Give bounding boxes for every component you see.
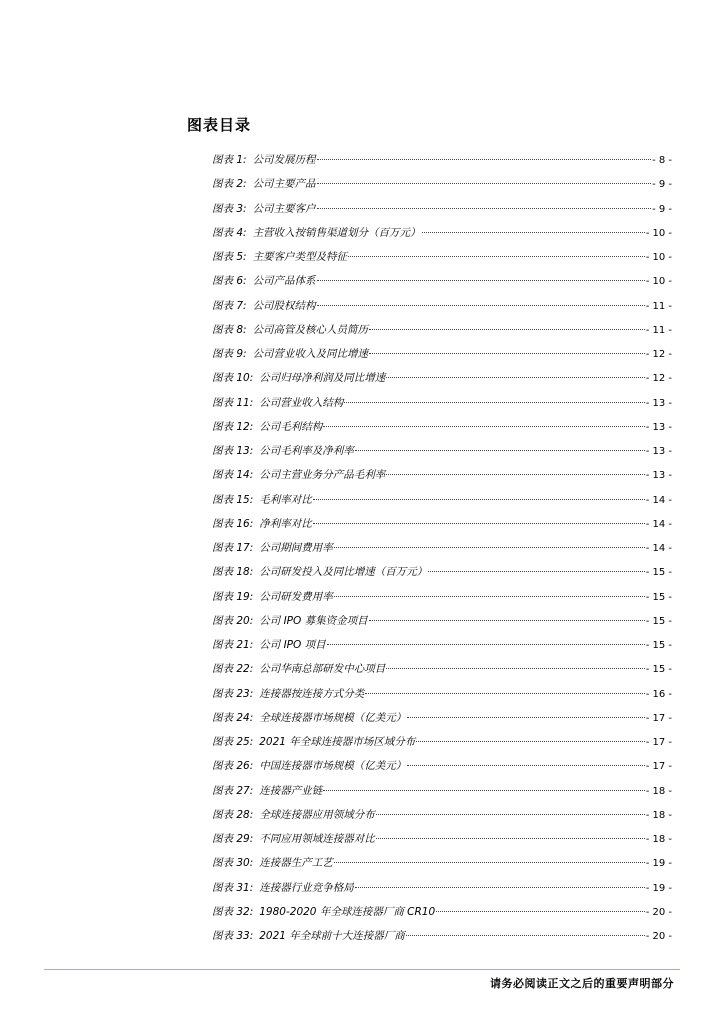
toc-entry[interactable] <box>212 730 672 754</box>
toc-entry-title: 公司 IPO 项目 <box>259 639 326 651</box>
toc-entry-label: 图表 19: <box>212 590 254 603</box>
toc-entry-label: 图表 28: <box>212 808 254 821</box>
toc-entry-label: 图表 5: <box>212 251 247 263</box>
toc-entry-page: - 14 - <box>645 518 672 530</box>
toc-entry-page: - 12 - <box>645 373 672 385</box>
toc-dot-leader <box>313 499 645 500</box>
toc-entry-page: - 12 - <box>645 349 672 360</box>
toc-entry[interactable] <box>212 924 672 948</box>
toc-entry[interactable] <box>212 366 672 390</box>
toc-heading: 图表目录 <box>187 116 252 134</box>
toc-dot-leader <box>407 717 644 718</box>
toc-entry-label: 图表 33: <box>212 930 254 942</box>
toc-entry-label: 图表 6: <box>212 275 247 288</box>
toc-entry-page: - 20 - <box>645 906 672 918</box>
toc-entry[interactable] <box>212 318 672 342</box>
toc-dot-leader <box>317 305 645 306</box>
toc-entry-label: 图表 13: <box>212 445 254 457</box>
toc-entry-page: - 19 - <box>645 858 672 870</box>
toc-entry[interactable] <box>212 148 672 172</box>
toc-entry-label: 图表 14: <box>212 469 254 482</box>
toc-entry-title: 公司毛利率及净利率 <box>259 445 354 457</box>
toc-entry-page: - 13 - <box>645 397 672 409</box>
toc-entry-page: - 10 - <box>645 252 672 263</box>
toc-dot-leader <box>416 741 644 742</box>
toc-entry-label: 图表 17: <box>212 542 254 554</box>
toc-entry-page: - 17 - <box>645 761 672 773</box>
toc-entry[interactable] <box>212 560 672 584</box>
toc-dot-leader <box>407 765 644 766</box>
toc-dot-leader <box>317 159 652 160</box>
toc-entry-page: - 10 - <box>645 227 672 239</box>
toc-entry-page: - 9 - <box>652 203 672 215</box>
toc-entry-label: 图表 8: <box>212 323 247 336</box>
toc-entry-page: - 17 - <box>645 737 672 748</box>
toc-dot-leader <box>344 402 644 403</box>
toc-dot-leader <box>436 911 645 912</box>
toc-entry-label: 图表 16: <box>212 517 254 530</box>
toc-entry[interactable] <box>212 342 672 366</box>
toc-entry-title: 全球连接器应用领域分布 <box>259 808 375 821</box>
toc-entry-title: 公司 IPO 募集资金项目 <box>259 614 368 627</box>
toc-dot-leader <box>386 668 644 669</box>
toc-dot-leader <box>376 814 645 815</box>
toc-entry-page: - 13 - <box>645 446 672 457</box>
toc-entry-title: 公司期间费用率 <box>259 542 333 554</box>
toc-dot-leader <box>348 256 645 257</box>
toc-entry[interactable] <box>212 633 672 657</box>
toc-dot-leader <box>323 426 644 427</box>
toc-entry-title: 主要客户类型及特征 <box>252 251 348 263</box>
toc-entry-page: - 15 - <box>645 615 672 627</box>
toc-entry-label: 图表 27: <box>212 784 254 797</box>
toc-entry[interactable] <box>212 827 672 851</box>
toc-entry-title: 公司营业收入结构 <box>259 396 344 409</box>
toc-dot-leader <box>334 596 645 597</box>
toc-entry[interactable] <box>212 391 672 415</box>
toc-entry-label: 图表 11: <box>212 396 254 409</box>
toc-entry-page: - 8 - <box>652 155 672 166</box>
footer-divider <box>44 969 680 970</box>
toc-dot-leader <box>406 935 645 936</box>
toc-entry-page: - 14 - <box>645 543 672 554</box>
toc-entry-label: 图表 26: <box>212 760 254 773</box>
toc-entry-title: 公司归母净利润及同比增速 <box>259 372 386 385</box>
toc-entry-page: - 15 - <box>645 640 672 651</box>
toc-entry-title: 公司主营业务分产品毛利率 <box>259 469 386 482</box>
toc-entry-page: - 9 - <box>652 179 672 191</box>
toc-dot-leader <box>313 523 645 524</box>
toc-entry-label: 图表 3: <box>212 202 247 215</box>
toc-entry-title: 全球连接器市场规模（亿美元） <box>259 711 407 724</box>
toc-entry[interactable] <box>212 900 672 924</box>
toc-entry-title: 公司主要客户 <box>252 202 316 215</box>
toc-entry-label: 图表 24: <box>212 711 254 724</box>
toc-dot-leader <box>422 232 645 233</box>
toc-dot-leader <box>334 862 645 863</box>
toc-entry-title: 公司主要产品 <box>252 178 316 191</box>
toc-entry-label: 图表 31: <box>212 881 254 894</box>
toc-entry-page: - 15 - <box>645 664 672 676</box>
toc-dot-leader <box>317 183 652 184</box>
toc-entry[interactable] <box>212 512 672 536</box>
toc-entry-label: 图表 18: <box>212 566 254 579</box>
toc-entry-title: 主营收入按销售渠道划分（百万元） <box>252 226 421 239</box>
toc-dot-leader <box>386 377 644 378</box>
toc-entry-title: 1980-2020 年全球连接器厂商 CR10 <box>259 905 436 918</box>
toc-entry-page: - 10 - <box>645 276 672 288</box>
toc-dot-leader <box>428 571 644 572</box>
toc-dot-leader <box>355 887 645 888</box>
toc-entry-page: - 15 - <box>645 591 672 603</box>
toc-entry-page: - 18 - <box>645 834 672 845</box>
toc-entry-title: 2021 年全球连接器市场区域分布 <box>259 736 416 748</box>
toc-entry-title: 净利率对比 <box>259 517 312 530</box>
toc-entry-title: 连接器行业竞争格局 <box>259 881 354 894</box>
toc-entry-page: - 13 - <box>645 470 672 482</box>
toc-dot-leader <box>376 838 645 839</box>
toc-entry-page: - 13 - <box>645 421 672 433</box>
toc-entry-label: 图表 25: <box>212 736 254 748</box>
toc-entry-title: 公司毛利结构 <box>259 420 323 433</box>
toc-entry[interactable] <box>212 536 672 560</box>
toc-dot-leader <box>317 280 645 281</box>
toc-entry[interactable] <box>212 682 672 706</box>
toc-entry[interactable] <box>212 585 672 609</box>
toc-entry[interactable] <box>212 706 672 730</box>
toc-entry-title: 连接器产业链 <box>259 784 323 797</box>
toc-entry-title: 公司发展历程 <box>252 154 316 166</box>
toc-entry-label: 图表 30: <box>212 857 254 870</box>
toc-entry[interactable] <box>212 439 672 463</box>
toc-entry-label: 图表 22: <box>212 663 254 676</box>
toc-entry-label: 图表 23: <box>212 687 254 700</box>
toc-entry[interactable] <box>212 754 672 778</box>
toc-dot-leader <box>334 547 645 548</box>
toc-entry[interactable] <box>212 463 672 487</box>
toc-entry-label: 图表 1: <box>212 154 247 166</box>
toc-entry-title: 2021 年全球前十大连接器厂商 <box>259 930 405 942</box>
toc-entry[interactable] <box>212 488 672 512</box>
toc-entry-label: 图表 29: <box>212 833 254 845</box>
toc-entry-title: 公司研发投入及同比增速（百万元） <box>259 566 428 579</box>
toc-entry[interactable] <box>212 269 672 293</box>
toc-dot-leader <box>369 329 645 330</box>
toc-entry-label: 图表 4: <box>212 226 247 239</box>
toc-entry-label: 图表 32: <box>212 905 254 918</box>
toc-entry-title: 公司华南总部研发中心项目 <box>259 663 386 676</box>
toc-entry-title: 公司营业收入及同比增速 <box>252 348 369 360</box>
toc-entry[interactable] <box>212 294 672 318</box>
toc-entry[interactable] <box>212 851 672 875</box>
toc-dot-leader <box>386 474 644 475</box>
toc-entry-label: 图表 15: <box>212 493 254 506</box>
toc-dot-leader <box>355 450 645 451</box>
toc-entry[interactable] <box>212 803 672 827</box>
toc-entry-title: 公司高管及核心人员简历 <box>252 323 369 336</box>
toc-entry-label: 图表 21: <box>212 639 254 651</box>
toc-entry-page: - 14 - <box>645 494 672 506</box>
toc-entry-title: 中国连接器市场规模（亿美元） <box>259 760 407 773</box>
toc-entry-title: 公司研发费用率 <box>259 590 333 603</box>
toc-entry[interactable] <box>212 172 672 196</box>
toc-entry[interactable] <box>212 876 672 900</box>
toc-entry-title: 连接器生产工艺 <box>259 857 333 870</box>
toc-entry-page: - 11 - <box>645 300 672 312</box>
toc-entry-page: - 11 - <box>645 324 672 336</box>
toc-entry[interactable] <box>212 609 672 633</box>
toc-entry-label: 图表 7: <box>212 299 247 312</box>
toc-entry-page: - 16 - <box>645 688 672 700</box>
toc-entry-title: 公司股权结构 <box>252 299 316 312</box>
toc-entry[interactable] <box>212 657 672 681</box>
toc-dot-leader <box>317 208 652 209</box>
toc-entry-label: 图表 12: <box>212 420 254 433</box>
toc-dot-leader <box>327 644 645 645</box>
toc-entry-title: 公司产品体系 <box>252 275 316 288</box>
toc-entry-title: 不同应用领域连接器对比 <box>259 833 375 845</box>
toc-entry[interactable] <box>212 221 672 245</box>
toc-entry-label: 图表 20: <box>212 614 254 627</box>
toc-entry-page: - 18 - <box>645 809 672 821</box>
toc-entry-page: - 15 - <box>645 567 672 579</box>
toc-entry[interactable] <box>212 779 672 803</box>
toc-entry[interactable] <box>212 415 672 439</box>
figure-toc-list <box>212 148 672 948</box>
toc-entry-label: 图表 9: <box>212 348 247 360</box>
toc-dot-leader <box>369 620 645 621</box>
toc-dot-leader <box>365 693 644 694</box>
toc-entry-title: 连接器按连接方式分类 <box>259 687 365 700</box>
toc-dot-leader <box>369 353 645 354</box>
toc-entry-page: - 19 - <box>645 882 672 894</box>
footer-disclaimer: 请务必阅读正文之后的重要声明部分 <box>490 977 674 990</box>
toc-entry-page: - 18 - <box>645 785 672 797</box>
toc-entry-label: 图表 2: <box>212 178 247 191</box>
toc-entry-page: - 17 - <box>645 712 672 724</box>
toc-entry-title: 毛利率对比 <box>259 493 312 506</box>
toc-entry[interactable] <box>212 245 672 269</box>
toc-dot-leader <box>323 790 644 791</box>
toc-entry[interactable] <box>212 197 672 221</box>
toc-entry-page: - 20 - <box>645 931 672 942</box>
toc-entry-label: 图表 10: <box>212 372 254 385</box>
